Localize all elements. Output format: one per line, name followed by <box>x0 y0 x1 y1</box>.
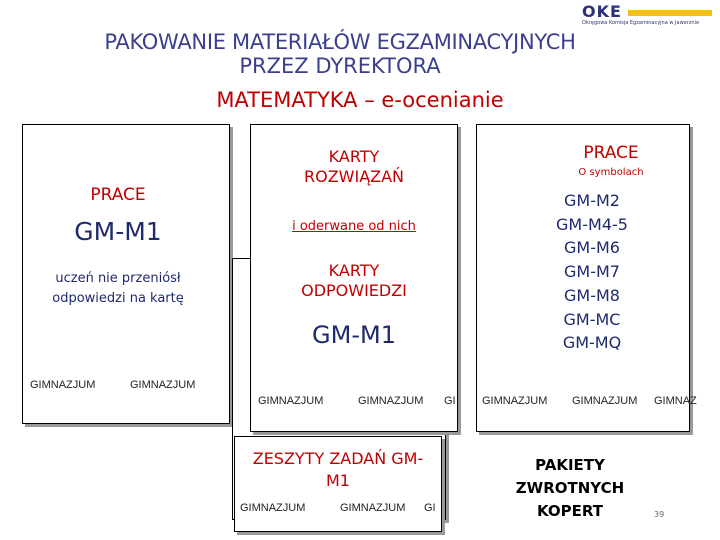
page-subtitle: MATEMATYKA – e-ocenianie <box>216 88 504 112</box>
strip-label: GIMNAZJUM <box>240 502 306 514</box>
envelopes-line1: PAKIETY <box>535 456 605 474</box>
bottom-label-strip <box>240 502 438 516</box>
left-note-line1: uczeń nie przeniósł <box>55 271 181 286</box>
right-label-strip <box>482 395 718 409</box>
page-title-line2: PRZEZ DYREKTORA <box>239 54 441 78</box>
booklets-line1: ZESZYTY ZADAŃ GM- <box>252 449 424 468</box>
logo-caption: Okręgowa Komisja Egzaminacyjna w Jaworznie <box>582 20 700 26</box>
center-box <box>250 124 458 432</box>
right-code-item: GM-M6 <box>564 238 620 258</box>
strip-label: GIMNAZJUM <box>30 379 96 391</box>
right-code-list <box>517 189 667 355</box>
strip-label: GIMNAZ <box>654 395 697 407</box>
right-code-item: GM-M2 <box>564 191 620 210</box>
bottom-center-box <box>234 436 442 532</box>
envelopes-line3: KOPERT <box>536 502 604 520</box>
strip-label: GIMNAZJUM <box>258 395 324 407</box>
center-label-strip <box>258 395 454 409</box>
right-code-item: GM-M7 <box>564 262 620 282</box>
right-code-item: GM-M8 <box>564 285 620 305</box>
strip-label: GIMNAZJUM <box>340 502 406 514</box>
page-number: 39 <box>654 510 665 519</box>
symbols-label: O symbolach <box>578 167 644 178</box>
strip-label: GIMNAZJUM <box>130 379 196 391</box>
page-title-line1: PAKOWANIE MATERIAŁÓW EGZAMINACYJNYCH <box>104 30 576 54</box>
strip-label: GIMNAZJUM <box>572 395 638 407</box>
strip-label: GI <box>424 502 436 514</box>
left-code: GM-M1 <box>74 217 162 246</box>
booklets-line2: M1 <box>326 471 350 490</box>
envelopes-line2: ZWROTNYCH <box>515 479 625 497</box>
strip-label: GIMNAZJUM <box>358 395 424 407</box>
strip-label: GIMNAZJUM <box>482 395 548 407</box>
left-label-strip <box>30 379 220 393</box>
cards-line2: ROZWIĄZAŃ <box>303 167 405 186</box>
strip-label: GI <box>444 395 456 407</box>
return-envelopes-label <box>490 454 650 523</box>
right-code-item: GM-MC <box>563 309 621 329</box>
separated-label: i oderwane od nich <box>292 219 416 234</box>
right-box <box>476 124 690 432</box>
left-heading: PRACE <box>90 185 146 205</box>
right-code-item: GM-M4-5 <box>556 214 628 234</box>
cards-line1: KARTY <box>328 147 380 166</box>
answers-line1: KARTY <box>328 261 380 280</box>
answers-line2: ODPOWIEDZI <box>301 281 407 300</box>
right-code-item: GM-MQ <box>562 333 622 353</box>
logo-text: OKE <box>582 2 622 21</box>
right-heading: PRACE <box>583 143 639 163</box>
logo-bar <box>628 10 712 16</box>
center-code: GM-M1 <box>312 321 396 349</box>
oke-logo <box>580 4 714 26</box>
left-note-line2: odpowiedzi na kartę <box>52 291 184 306</box>
